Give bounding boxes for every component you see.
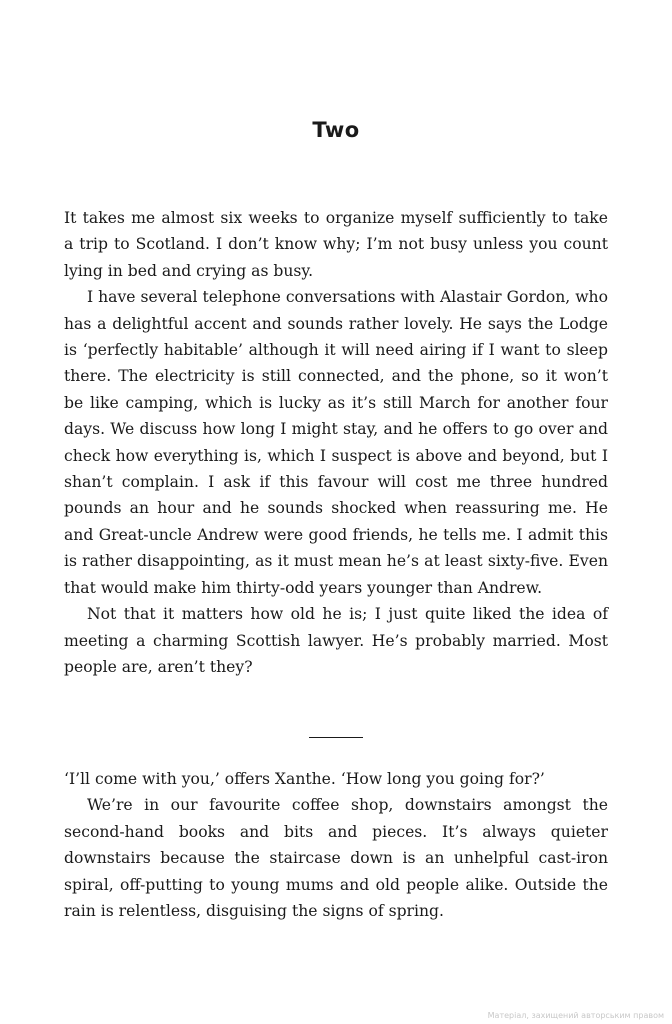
paragraph: Not that it matters how old he is; I just quite liked the idea of meeting a charming Scottish lawyer. He’s probably married. Most people are, aren’t they? [64, 605, 608, 676]
chapter-title: Two [312, 118, 360, 142]
scene-break-rule [309, 737, 363, 738]
section-one [64, 205, 608, 680]
section-two [64, 766, 608, 924]
paragraph: We’re in our favourite coffee shop, downstairs amongst the second-hand books and bits and pieces. It’s always quieter downstairs because the staircase down is an unhelpful cast-iron spiral, off-putting to young mums and old people alike. Outside the rain is relentless, disguising the signs of spring. [64, 796, 608, 921]
paragraph: It takes me almost six weeks to organize myself sufficiently to take a trip to Scotland. I don’t know why; I’m not busy unless you count lying in bed and crying as busy. [64, 209, 608, 280]
paragraph: I have several telephone conversations with Alastair Gordon, who has a delightful accent and sounds rather lovely. He says the Lodge is ‘perfectly habitable’ although it will need airing if I want to sleep there. The electricity is still connected, and the phone, so it won’t be like camping, which is lucky as it’s still March for another four days. We discuss how long I might stay, and he offers to go over and check how everything is, which I suspect is above and beyond, but I shan’t complain. I ask if this favour will cost me three hundred pounds an hour and he sounds shocked when reassuring me. He and Great-uncle Andrew were good friends, he tells me. I admit this is rather disappointing, as it must mean he’s at least sixty-five. Even that would make him thirty-odd years younger than Andrew. [64, 288, 608, 597]
paragraph: ‘I’ll come with you,’ offers Xanthe. ‘How long you going for?’ [64, 770, 545, 788]
copyright-watermark: Матеріал, захищений авторським правом [487, 1011, 664, 1020]
